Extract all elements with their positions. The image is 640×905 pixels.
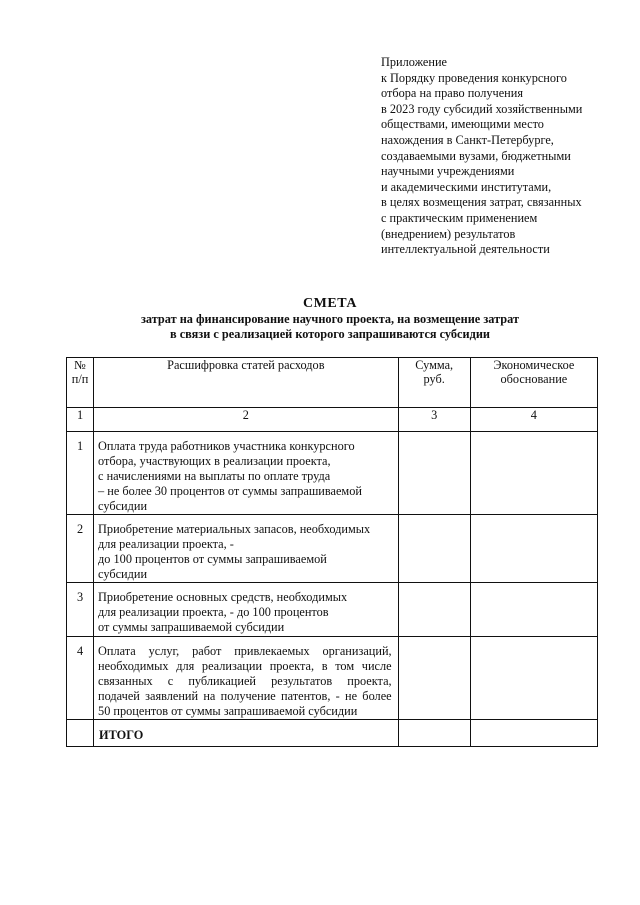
description-line: для реализации проекта, - bbox=[98, 537, 234, 551]
appendix-line: обществами, имеющими место bbox=[381, 117, 544, 132]
header-justification-line-2: обоснование bbox=[500, 372, 568, 386]
table-row bbox=[67, 432, 598, 515]
row-description-cell bbox=[94, 515, 399, 583]
header-sum bbox=[398, 358, 470, 408]
description-line: подачей заявлений на получение патентов, - не более bbox=[98, 689, 392, 703]
justification-cell[interactable] bbox=[470, 515, 597, 583]
appendix-note bbox=[381, 55, 621, 258]
row-number: 1 bbox=[76, 439, 84, 453]
column-index: 1 bbox=[67, 408, 94, 432]
description-line: от суммы запрашиваемой субсидии bbox=[98, 620, 285, 634]
appendix-line: научными учреждениями bbox=[381, 164, 515, 179]
row-number: 2 bbox=[76, 522, 84, 536]
table-row bbox=[67, 583, 598, 637]
appendix-line: в целях возмещения затрат, связанных bbox=[381, 195, 582, 210]
appendix-line: в 2023 году субсидий хозяйственными bbox=[381, 101, 583, 116]
appendix-line: создаваемыми вузами, бюджетными bbox=[381, 148, 571, 163]
description-line: до 100 процентов от суммы запрашиваемой bbox=[98, 552, 327, 566]
row-description bbox=[94, 515, 398, 582]
row-description-cell bbox=[94, 583, 399, 637]
description-line: Оплата труда работников участника конкурсного bbox=[98, 439, 355, 453]
row-number-cell bbox=[67, 583, 94, 637]
appendix-line: к Порядку проведения конкурсного bbox=[381, 70, 567, 85]
appendix-line: и академическими институтами, bbox=[381, 179, 552, 194]
description-line: Оплата услуг, работ привлекаемых организаций, bbox=[98, 644, 392, 658]
description-line: необходимых для реализации проекта, в том числе bbox=[98, 659, 392, 673]
row-description-cell bbox=[94, 432, 399, 515]
header-num-line-1: № bbox=[74, 358, 86, 372]
header-sum-line-2: руб. bbox=[423, 372, 445, 386]
column-index: 2 bbox=[94, 408, 399, 432]
table-row bbox=[67, 515, 598, 583]
header-description-label: Расшифровка статей расходов bbox=[167, 358, 325, 372]
row-number-cell bbox=[67, 432, 94, 515]
header-num-line-2: п/п bbox=[71, 372, 89, 386]
description-line: субсидии bbox=[98, 499, 148, 513]
row-description bbox=[94, 432, 398, 514]
column-index-row bbox=[67, 408, 598, 432]
description-line: с начислениями на выплаты по оплате труда bbox=[98, 469, 331, 483]
appendix-line: (внедрением) результатов bbox=[381, 226, 516, 241]
appendix-line: с практическим применением bbox=[381, 210, 538, 225]
description-line: 50 процентов от суммы запрашиваемой субсидии bbox=[98, 704, 358, 718]
header-num bbox=[67, 358, 94, 408]
justification-cell[interactable] bbox=[470, 637, 597, 720]
document-title bbox=[60, 296, 600, 342]
sum-cell[interactable] bbox=[398, 515, 470, 583]
header-justification bbox=[470, 358, 597, 408]
column-index: 4 bbox=[470, 408, 597, 432]
description-line: Приобретение основных средств, необходимых bbox=[98, 590, 348, 604]
total-number-cell bbox=[67, 720, 94, 747]
table-row bbox=[67, 637, 598, 720]
justification-cell[interactable] bbox=[470, 583, 597, 637]
total-row bbox=[67, 720, 598, 747]
title-subtitle-line-2: в связи с реализацией которого запрашиваются субсидии bbox=[169, 327, 490, 341]
total-justification-cell[interactable] bbox=[470, 720, 597, 747]
row-number: 4 bbox=[76, 644, 84, 658]
row-description bbox=[94, 637, 398, 719]
description-line: Приобретение материальных запасов, необходимых bbox=[98, 522, 371, 536]
sum-cell[interactable] bbox=[398, 432, 470, 515]
row-description-cell bbox=[94, 637, 399, 720]
header-description bbox=[94, 358, 399, 408]
sum-cell[interactable] bbox=[398, 637, 470, 720]
sum-cell[interactable] bbox=[398, 583, 470, 637]
appendix-line: нахождения в Санкт-Петербурге, bbox=[381, 132, 554, 147]
header-sum-line-1: Сумма, bbox=[415, 358, 454, 372]
appendix-line: отбора на право получения bbox=[381, 86, 524, 101]
description-line: субсидии bbox=[98, 567, 148, 581]
title-subtitle-line-1: затрат на финансирование научного проекта, на возмещение затрат bbox=[140, 312, 520, 326]
description-line: – не более 30 процентов от суммы запрашиваемой bbox=[98, 484, 362, 498]
row-number-cell bbox=[67, 637, 94, 720]
total-sum-cell[interactable] bbox=[398, 720, 470, 747]
justification-cell[interactable] bbox=[470, 432, 597, 515]
estimate-table bbox=[66, 357, 598, 747]
description-line: для реализации проекта, - до 100 процентов bbox=[98, 605, 329, 619]
row-description bbox=[94, 583, 398, 635]
header-justification-line-1: Экономическое bbox=[493, 358, 575, 372]
description-line: связанных с публикацией результатов проекта, bbox=[98, 674, 392, 688]
row-number: 3 bbox=[76, 590, 84, 604]
total-label-cell bbox=[94, 720, 399, 747]
table-header-row bbox=[67, 358, 598, 408]
row-number-cell bbox=[67, 515, 94, 583]
appendix-line: интеллектуальной деятельности bbox=[381, 242, 550, 257]
column-index: 3 bbox=[398, 408, 470, 432]
total-label: ИТОГО bbox=[99, 728, 144, 742]
title-main: СМЕТА bbox=[303, 296, 357, 311]
appendix-line: Приложение bbox=[381, 55, 447, 69]
description-line: отбора, участвующих в реализации проекта, bbox=[98, 454, 331, 468]
